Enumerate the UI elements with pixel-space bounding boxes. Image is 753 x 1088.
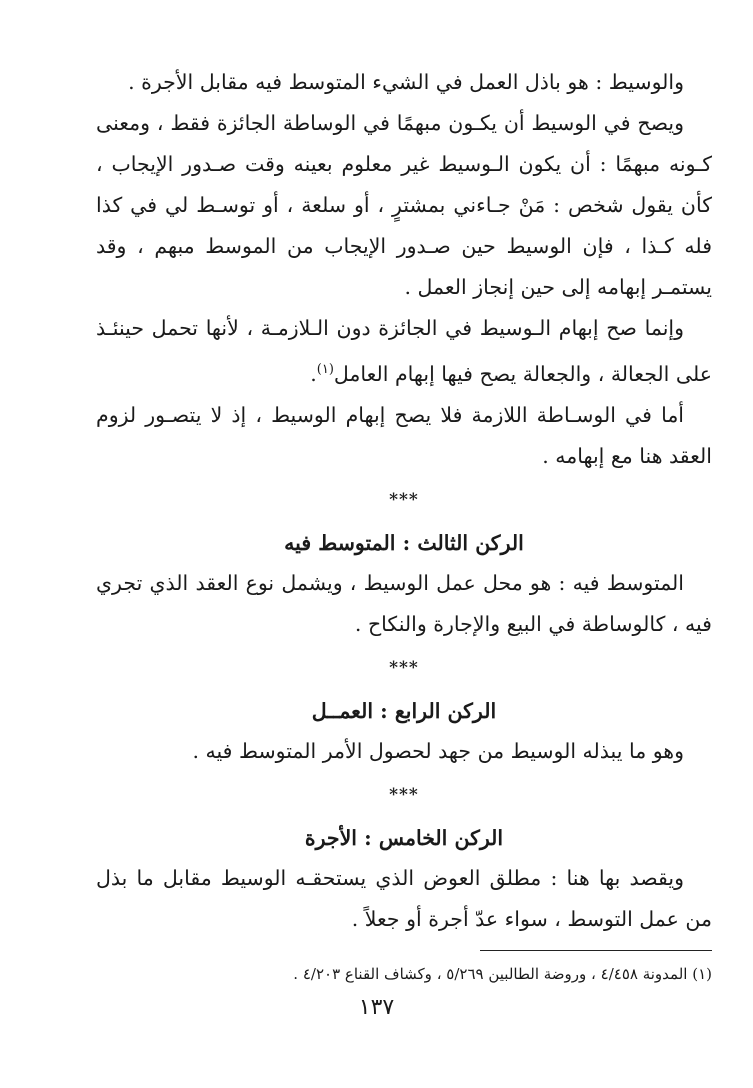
paragraph-jaiza: وإنما صح إبهام الـوسيط في الجائزة دون الـلازمـة ، لأنها تحمل حينئـذ على الجعالة ، والجعالة يصح فيها إبهام العامل$^{(١)}$. bbox=[96, 316, 712, 386]
paragraph-jaiza-text: وإنما صح إبهام الـوسيط في الجائزة دون الـلازمـة ، لأنها تحمل حينئـذ على الجعالة ، والجعالة يصح فيها إبهام العامل bbox=[96, 316, 712, 386]
section-separator: *** bbox=[389, 657, 419, 678]
section5-heading-text: الركن الخامس : الأجرة bbox=[304, 825, 504, 850]
section3-heading-text: الركن الثالث : المتوسط فيه bbox=[284, 530, 524, 555]
section3-heading bbox=[96, 523, 712, 563]
footnote: (١) المدونة ٤/٤٥٨ ، وروضة الطالبين ٥/٢٦٩ ، وكشاف القناع ٤/٢٠٣ . bbox=[293, 964, 712, 983]
section5-text: ويقصد بها هنا : مطلق العوض الذي يستحقـه الوسيط مقابل ما بذل من عمل التوسط ، سواء عدّ أجرة أو جعلاً . bbox=[96, 865, 712, 931]
section4-heading-text: الركن الرابع : العمــل bbox=[311, 698, 497, 723]
section-separator: *** bbox=[389, 489, 419, 510]
footnote-divider bbox=[480, 950, 712, 951]
section3-text: المتوسط فيه : هو محل عمل الوسيط ، ويشمل نوع العقد الذي تجري فيه ، كالوساطة في البيع والإجارة والنكاح . bbox=[96, 570, 712, 636]
page-number: ١٣٧ bbox=[358, 995, 395, 1020]
section4-heading bbox=[96, 691, 712, 731]
paragraph-lazima: أما في الوسـاطة اللازمة فلا يصح إبهام الوسيط ، إذ لا يتصـور لزوم العقد هنا مع إبهامه . bbox=[96, 402, 712, 468]
paragraph-wasit-ibham: ويصح في الوسيط أن يكـون مبهمًا في الوساطة الجائزة فقط ، ومعنى كـونه مبهمًا : أن يكون الـوسيط غير معلوم بعينه وقت صـدور الإيجاب ، كأن يقول شخص : مَنْ جـاءني بمشترٍ ، أو سلعة ، أو توسـط لي في كذا فله كـذا ، فإن الوسيط حين صـدور الإيجاب من الموسط مبهم ، وقد يستمـر إبهامه إلى حين إنجاز العمل . bbox=[96, 111, 712, 299]
page-body bbox=[96, 62, 712, 989]
section5-heading bbox=[96, 818, 712, 858]
section-separator: *** bbox=[389, 784, 419, 805]
footnote-ref: (١) bbox=[316, 362, 334, 377]
paragraph-wasit-definition: والوسيط : هو باذل العمل في الشيء المتوسط فيه مقابل الأجرة . bbox=[128, 70, 684, 94]
section4-text: وهو ما يبذله الوسيط من جهد لحصول الأمر المتوسط فيه . bbox=[192, 738, 684, 763]
